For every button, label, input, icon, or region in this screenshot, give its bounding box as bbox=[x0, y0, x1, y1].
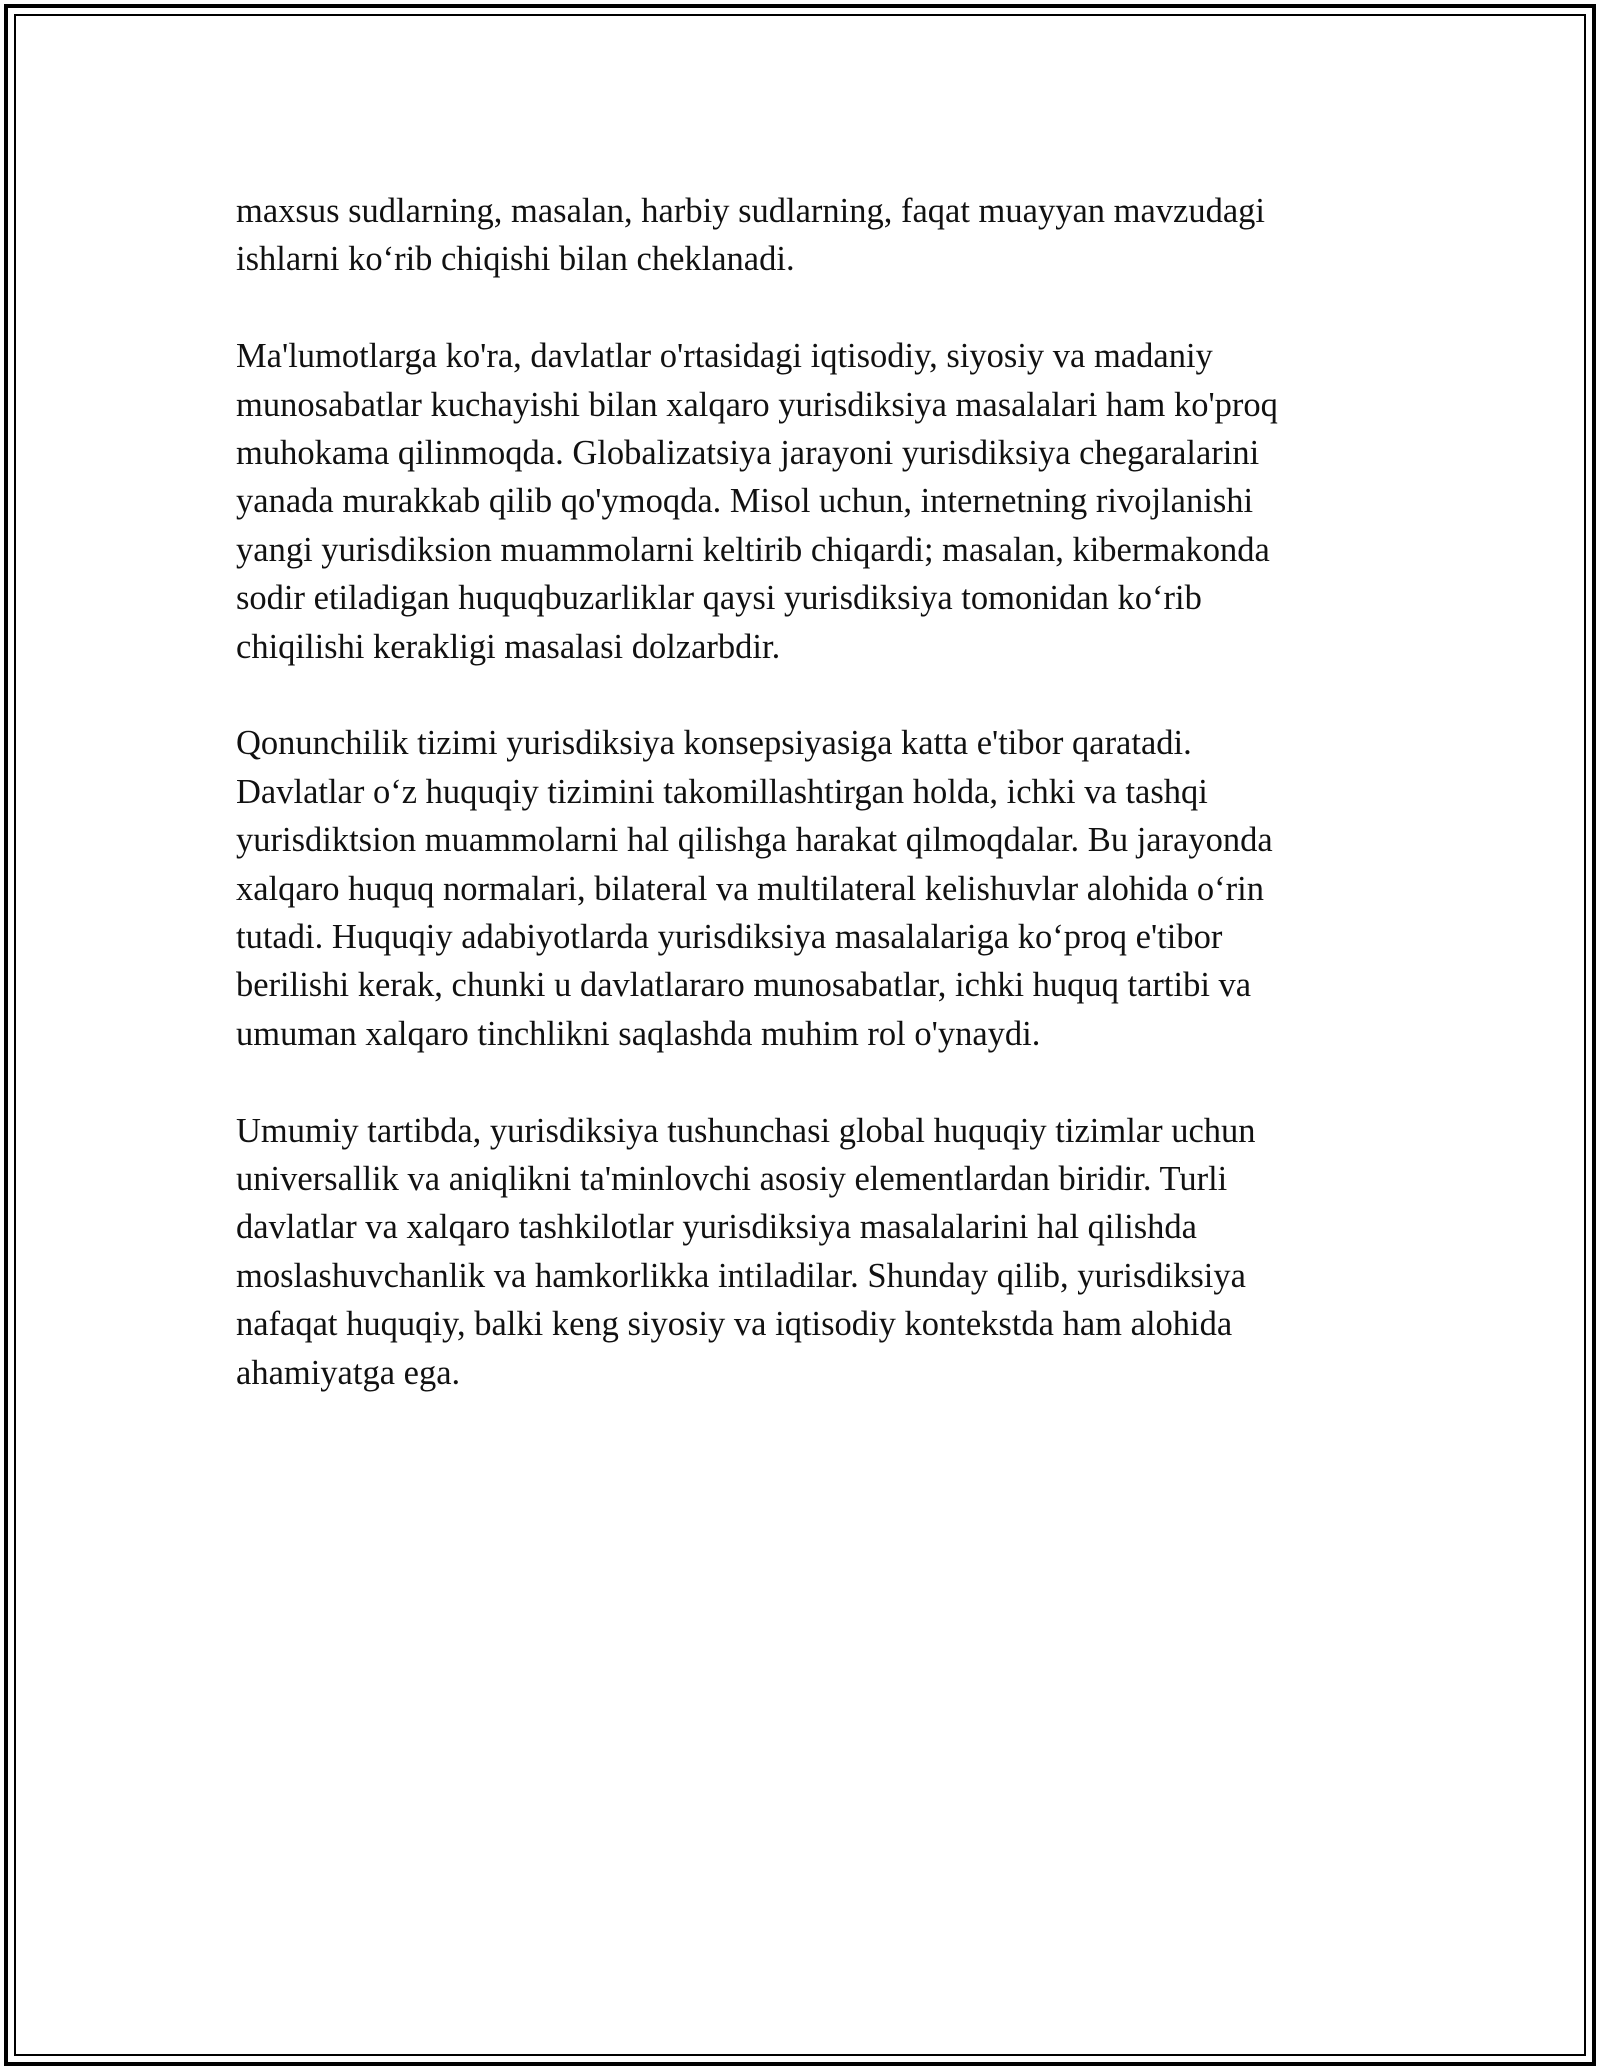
paragraph-3: Qonunchilik tizimi yurisdiksiya konsepsiyasiga katta e'tibor qaratadi. Davlatlar o‘z huquqiy tizimini takomillashtirgan holda, ichki va tashqi yurisdiktsion muammolarni hal qilishga harakat qilmoqdalar. Bu jarayonda xalqaro huquq normalari, bilateral va multilateral kelishuvlar alohida o‘rin tutadi. Huquqiy adabiyotlarda yurisdiksiya masalalariga ko‘proq e'tibor berilishi kerak, chunki u davlatlararo munosabatlar, ichki huquq tartibi va umuman xalqaro tinchlikni saqlashda muhim rol o'ynaydi. bbox=[236, 724, 1273, 1053]
paragraph-2: Ma'lumotlarga ko'ra, davlatlar o'rtasidagi iqtisodiy, siyosiy va madaniy munosabatlar kuchayishi bilan xalqaro yurisdiksiya masalalari ham ko'proq muhokama qilinmoqda. Globalizatsiya jarayoni yurisdiksiya chegaralarini yanada murakkab qilib qo'ymoqda. Misol uchun, internetning rivojlanishi yangi yurisdiksion muammolarni keltirib chiqardi; masalan, kibermakonda sodir etiladigan huquqbuzarliklar qaysi yurisdiksiya tomonidan ko‘rib chiqilishi kerakligi masalasi dolzarbdir. bbox=[236, 337, 1278, 666]
paragraph-1: maxsus sudlarning, masalan, harbiy sudlarning, faqat muayyan mavzudagi ishlarni ko‘rib chiqishi bilan cheklanadi. bbox=[236, 192, 1265, 279]
document-body bbox=[236, 187, 1361, 1446]
paragraph-4: Umumiy tartibda, yurisdiksiya tushunchasi global huquqiy tizimlar uchun universallik va aniqlikni ta'minlovchi asosiy elementlardan biridir. Turli davlatlar va xalqaro tashkilotlar yurisdiksiya masalalarini hal qilishda moslashuvchanlik va hamkorlikka intiladilar. Shunday qilib, yurisdiksiya nafaqat huquqiy, balki keng siyosiy va iqtisodiy kontekstda ham alohida ahamiyatga ega. bbox=[236, 1111, 1256, 1392]
